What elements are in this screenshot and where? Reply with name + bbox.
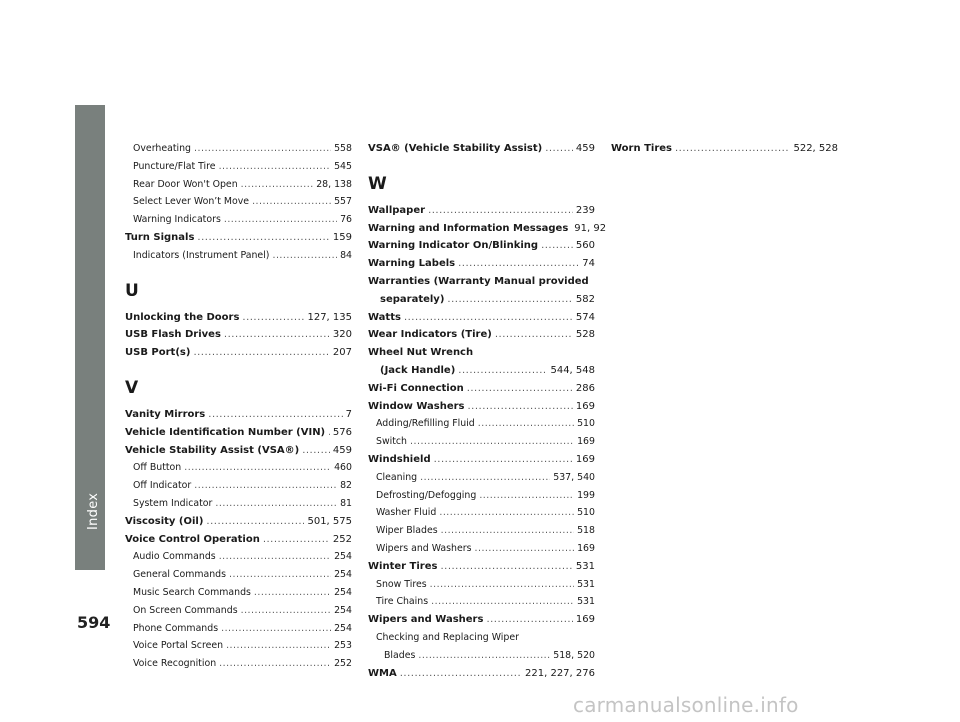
- index-entry: [368, 326, 595, 344]
- index-entry: [125, 602, 352, 620]
- index-entry-label: Indicators (Instrument Panel): [133, 249, 270, 261]
- index-entry-pages: 239: [575, 204, 595, 216]
- index-entry-pages: 221, 227, 276: [525, 667, 595, 679]
- index-entry-label: Viscosity (Oil): [125, 515, 204, 527]
- index-entry-pages: 254: [334, 551, 352, 563]
- dot-leader: [458, 255, 579, 273]
- index-entry-label: Wipers and Washers: [376, 542, 472, 554]
- index-entry-label: Rear Door Won't Open: [133, 178, 238, 190]
- index-entry-label: On Screen Commands: [133, 604, 238, 616]
- dot-leader: [328, 424, 330, 442]
- index-entry-label: Window Washers: [368, 400, 465, 412]
- dot-leader: [272, 247, 337, 265]
- watermark-text: carmanualsonline.info: [573, 693, 799, 717]
- index-entry: [125, 566, 352, 584]
- index-entry: [125, 158, 352, 176]
- index-entry: [368, 593, 595, 611]
- index-entry-label: Puncture/Flat Tire: [133, 160, 216, 172]
- index-entry-label: Select Lever Won’t Move: [133, 196, 250, 208]
- index-entry-pages: 127, 135: [307, 311, 352, 323]
- index-entry-label: separately): [380, 293, 445, 305]
- index-entry-label: Turn Signals: [125, 231, 195, 243]
- index-entry-label: System Indicator: [133, 497, 213, 509]
- index-entry: [125, 495, 352, 513]
- index-entry: [368, 309, 595, 327]
- dot-leader: [219, 548, 331, 566]
- index-entry: [125, 406, 352, 424]
- index-entry-pages: 522, 528: [793, 143, 838, 154]
- dot-leader: [675, 140, 790, 158]
- index-entry-pages: 82: [340, 480, 352, 492]
- index-entry: [125, 229, 352, 247]
- index-entry-label: Defrosting/Defogging: [376, 489, 477, 501]
- index-entry-pages: 199: [577, 489, 595, 501]
- index-entry-pages: 557: [334, 196, 352, 208]
- index-entry: [368, 202, 595, 220]
- index-entry-label: Warranties (Warranty Manual provided: [368, 275, 589, 287]
- index-entry: [125, 193, 352, 211]
- index-entry-label: Switch: [376, 436, 407, 448]
- dot-leader: [434, 451, 573, 469]
- index-entry: [368, 522, 595, 540]
- index-entry: [368, 558, 595, 576]
- dot-leader: [447, 291, 573, 309]
- dot-leader: [197, 229, 329, 247]
- dot-leader: [242, 309, 304, 327]
- dot-leader: [428, 202, 573, 220]
- dot-leader: [410, 433, 574, 451]
- index-entry: [368, 504, 595, 522]
- dot-leader: [545, 140, 573, 158]
- dot-leader: [254, 584, 331, 602]
- index-entry-label: Off Indicator: [133, 480, 192, 492]
- index-entry: [368, 487, 595, 505]
- dot-leader: [418, 647, 550, 665]
- index-entry-label: (Jack Handle): [380, 364, 456, 376]
- index-side-tab-label: Index: [86, 492, 101, 530]
- index-entry-pages: 574: [575, 311, 595, 323]
- index-entry-label: Wear Indicators (Tire): [368, 329, 492, 341]
- dot-leader: [206, 513, 304, 531]
- index-entry: [125, 424, 352, 442]
- index-entry-pages: 320: [332, 329, 352, 341]
- index-entry: [125, 344, 352, 362]
- index-column-2: [368, 140, 607, 682]
- index-entry: [368, 291, 595, 309]
- index-entry-pages: 518: [577, 525, 595, 537]
- index-entry-label: Wi-Fi Connection: [368, 382, 464, 394]
- dot-leader: [193, 344, 329, 362]
- dot-leader: [241, 602, 332, 620]
- index-entry: [125, 655, 352, 673]
- dot-leader: [441, 522, 574, 540]
- index-entry-label: Wiper Blades: [376, 525, 438, 537]
- dot-leader: [420, 469, 550, 487]
- dot-leader: [241, 176, 314, 194]
- index-entry-pages: 252: [334, 658, 352, 670]
- dot-leader: [430, 576, 574, 594]
- index-entry-label: Warning Labels: [368, 258, 456, 270]
- dot-leader: [221, 620, 331, 638]
- dot-leader: [215, 495, 337, 513]
- index-entry-pages: 84: [340, 249, 352, 261]
- index-entry-pages: 459: [575, 143, 595, 154]
- index-entry-label: Vehicle Identification Number (VIN): [125, 426, 326, 438]
- index-entry-label: Watts: [368, 311, 401, 323]
- index-entry: [125, 326, 352, 344]
- dot-leader: [226, 637, 331, 655]
- index-entry-label: Worn Tires: [611, 143, 672, 154]
- dot-leader: [439, 504, 574, 522]
- dot-leader: [252, 193, 331, 211]
- index-entry-label: Tire Chains: [376, 596, 429, 608]
- index-entry: [368, 469, 595, 487]
- index-entry-pages: 459: [332, 444, 352, 456]
- index-entry-pages: 253: [334, 640, 352, 652]
- index-entry-pages: 510: [577, 507, 595, 519]
- index-entry: [368, 540, 595, 558]
- index-entry-pages: 560: [575, 240, 595, 252]
- index-entry-label: USB Flash Drives: [125, 329, 221, 341]
- index-entry-pages: 460: [334, 462, 352, 474]
- index-entry-pages: 254: [334, 586, 352, 598]
- index-entry-label: Unlocking the Doors: [125, 311, 240, 323]
- index-entry-label: Warning and Information Messages: [368, 222, 569, 234]
- index-entry-label: Cleaning: [376, 471, 418, 483]
- index-entry: [125, 637, 352, 655]
- dot-leader: [224, 326, 330, 344]
- dot-leader: [541, 237, 573, 255]
- index-entry-pages: 531: [577, 578, 595, 590]
- index-entry: [368, 380, 595, 398]
- index-entry-label: Voice Portal Screen: [133, 640, 224, 652]
- dot-leader: [479, 487, 574, 505]
- index-entry: [125, 442, 352, 460]
- index-entry: [125, 620, 352, 638]
- index-entry-pages: 169: [575, 400, 595, 412]
- index-entry-label: Vehicle Stability Assist (VSA®): [125, 444, 300, 456]
- dot-leader: [400, 665, 522, 683]
- index-entry-label: Wheel Nut Wrench: [368, 347, 474, 359]
- index-entry: [368, 220, 607, 238]
- index-entry-pages: 510: [577, 418, 595, 430]
- index-entry-pages: 91, 92: [574, 222, 607, 234]
- index-entry: [368, 611, 595, 629]
- index-entry-label: Adding/Refilling Fluid: [376, 418, 475, 430]
- index-entry-label: Winter Tires: [368, 560, 438, 572]
- index-entry-label: Phone Commands: [133, 622, 219, 634]
- index-entry: [368, 237, 595, 255]
- index-entry: [368, 451, 595, 469]
- index-entry: [125, 140, 352, 158]
- index-entry: [125, 211, 352, 229]
- index-entry-label: Off Button: [133, 462, 182, 474]
- index-entry-pages: 537, 540: [553, 471, 595, 483]
- index-entry: [368, 433, 595, 451]
- index-entry-label: Snow Tires: [376, 578, 427, 590]
- index-entry: [368, 576, 595, 594]
- index-entry: [125, 176, 352, 194]
- index-entry-pages: 576: [332, 426, 352, 438]
- index-entry: [368, 255, 595, 273]
- dot-leader: [219, 158, 332, 176]
- index-entry: [368, 140, 595, 158]
- dot-leader: [458, 362, 547, 380]
- index-entry: [368, 647, 595, 665]
- index-entry-label: Voice Recognition: [133, 658, 217, 670]
- index-entry: [611, 140, 838, 158]
- index-entry-pages: 254: [334, 604, 352, 616]
- index-entry-pages: 531: [577, 596, 595, 608]
- index-entry: [125, 477, 352, 495]
- index-entry-pages: 169: [575, 453, 595, 465]
- dot-leader: [474, 540, 574, 558]
- dot-leader: [440, 558, 572, 576]
- section-letter-heading: W: [368, 173, 387, 194]
- index-entry-label: Warning Indicators: [133, 214, 221, 226]
- index-entry: [125, 247, 352, 265]
- index-entry-pages: 7: [345, 408, 352, 420]
- index-entry-pages: 252: [332, 533, 352, 545]
- index-entry: [125, 548, 352, 566]
- index-entry-label: Blades: [384, 649, 416, 661]
- dot-leader: [219, 655, 331, 673]
- index-entry-label: VSA® (Vehicle Stability Assist): [368, 143, 543, 154]
- index-entry-pages: 286: [575, 382, 595, 394]
- index-entry-label: Music Search Commands: [133, 586, 251, 598]
- index-entry: [125, 459, 352, 477]
- dot-leader: [404, 309, 573, 327]
- index-entry-label: Vanity Mirrors: [125, 408, 206, 420]
- index-entry-pages: 169: [575, 614, 595, 626]
- index-entry: [368, 362, 595, 380]
- index-entry-pages: 74: [582, 258, 595, 270]
- index-entry-pages: 544, 548: [550, 364, 595, 376]
- index-entry-pages: 545: [334, 160, 352, 172]
- dot-leader: [194, 140, 331, 158]
- index-entry: [125, 309, 352, 327]
- index-entry-label: Overheating: [133, 143, 192, 154]
- dot-leader: [478, 415, 574, 433]
- dot-leader: [184, 459, 331, 477]
- index-entry-label: Audio Commands: [133, 551, 216, 563]
- dot-leader: [467, 380, 573, 398]
- dot-leader: [302, 442, 330, 460]
- index-entry-pages: 528: [575, 329, 595, 341]
- index-entry: [125, 584, 352, 602]
- index-entry: [125, 513, 352, 531]
- index-entry-pages: 518, 520: [553, 649, 595, 661]
- index-entry-label: USB Port(s): [125, 347, 191, 359]
- index-entry-label: Checking and Replacing Wiper: [376, 631, 519, 643]
- index-entry-pages: 254: [334, 569, 352, 581]
- index-entry-label: General Commands: [133, 569, 226, 581]
- index-entry: [368, 665, 595, 683]
- index-entry-pages: 76: [340, 214, 352, 226]
- index-entry-label: Wallpaper: [368, 204, 426, 216]
- index-entry-label: Warning Indicator On/Blinking: [368, 240, 539, 252]
- dot-leader: [431, 593, 574, 611]
- dot-leader: [263, 531, 330, 549]
- index-entry-pages: 501, 575: [307, 515, 352, 527]
- index-entry-pages: 558: [334, 143, 352, 154]
- index-entry-label: Wipers and Washers: [368, 614, 484, 626]
- dot-leader: [467, 398, 572, 416]
- index-entry-pages: 254: [334, 622, 352, 634]
- index-entry: [125, 531, 352, 549]
- index-entry-label: Windshield: [368, 453, 431, 465]
- index-entry-pages: 207: [332, 347, 352, 359]
- index-entry-pages: 81: [340, 497, 352, 509]
- dot-leader: [486, 611, 572, 629]
- index-column-3: [611, 140, 838, 158]
- index-entry-label: WMA: [368, 667, 397, 679]
- index-entry-pages: 28, 138: [316, 178, 352, 190]
- page-number: 594: [77, 613, 111, 632]
- index-entry-label: Washer Fluid: [376, 507, 437, 519]
- dot-leader: [208, 406, 342, 424]
- dot-leader: [229, 566, 331, 584]
- index-column-1: [125, 140, 352, 673]
- section-letter-heading: V: [125, 377, 139, 398]
- index-entry-pages: 159: [332, 231, 352, 243]
- dot-leader: [194, 477, 337, 495]
- index-entry: [368, 415, 595, 433]
- dot-leader: [495, 326, 573, 344]
- index-entry-label: Voice Control Operation: [125, 533, 260, 545]
- index-entry: [368, 398, 595, 416]
- dot-leader: [224, 211, 337, 229]
- section-letter-heading: U: [125, 280, 139, 301]
- index-entry-pages: 169: [577, 542, 595, 554]
- index-entry-pages: 582: [575, 293, 595, 305]
- index-entry-pages: 169: [577, 436, 595, 448]
- index-entry-pages: 531: [575, 560, 595, 572]
